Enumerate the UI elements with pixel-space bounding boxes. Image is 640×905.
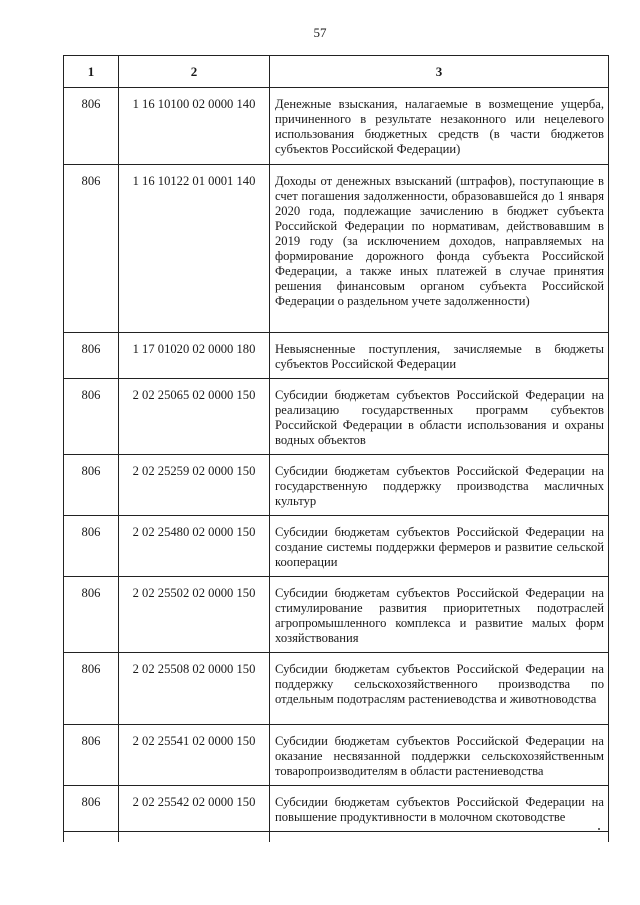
admin-code-cell: 806 (64, 455, 119, 516)
continuation-cell (64, 832, 119, 843)
revenue-code-cell: 2 02 25065 02 0000 150 (119, 379, 270, 455)
scan-speck (598, 828, 600, 830)
admin-code-cell: 806 (64, 379, 119, 455)
revenue-name-cell: Невыясненные поступления, зачисляемые в бюджеты субъектов Российской Федерации (270, 333, 609, 379)
table-row (64, 165, 609, 333)
revenue-name-cell: Субсидии бюджетам субъектов Российской Федерации на повышение продуктивности в молочном скотоводстве (270, 786, 609, 832)
revenue-code-cell: 1 16 10100 02 0000 140 (119, 88, 270, 165)
revenue-name-cell: Субсидии бюджетам субъектов Российской Федерации на оказание несвязанной поддержки сельскохозяйственным товаропроизводителям в области растениеводства (270, 725, 609, 786)
table-row (64, 516, 609, 577)
table-continuation (64, 832, 609, 843)
table-row (64, 786, 609, 832)
column-header-3: 3 (270, 56, 609, 88)
revenue-code-cell: 1 17 01020 02 0000 180 (119, 333, 270, 379)
revenue-name-cell: Доходы от денежных взысканий (штрафов), поступающие в счет погашения задолженности, образовавшейся до 1 января 2020 года, подлежащие зачислению в бюджет субъекта Российской Федерации по нормативам, действовавшим в 2019 году (за исключением доходов, направляемых на формирование дорожного фонда субъекта Российской Федерации, а также иных платежей в случае принятия решения финансовым органом субъекта Российской Федерации о раздельном учете задолженности) (270, 165, 609, 333)
revenue-name-cell: Субсидии бюджетам субъектов Российской Федерации на государственную поддержку производства масличных культур (270, 455, 609, 516)
continuation-cell (119, 832, 270, 843)
table-row (64, 577, 609, 653)
admin-code-cell: 806 (64, 88, 119, 165)
column-header-2: 2 (119, 56, 270, 88)
revenue-name-cell: Субсидии бюджетам субъектов Российской Федерации на поддержку сельскохозяйственного производства по отдельным подотраслям растениеводства и животноводства (270, 653, 609, 725)
revenue-code-cell: 2 02 25541 02 0000 150 (119, 725, 270, 786)
table-row (64, 379, 609, 455)
admin-code-cell: 806 (64, 516, 119, 577)
revenue-name-cell: Денежные взыскания, налагаемые в возмещение ущерба, причиненного в результате незаконного или нецелевого использования бюджетных средств (в части бюджетов субъектов Российской Федерации) (270, 88, 609, 165)
admin-code-cell: 806 (64, 165, 119, 333)
admin-code-cell: 806 (64, 577, 119, 653)
revenue-name-cell: Субсидии бюджетам субъектов Российской Федерации на создание системы поддержки фермеров и развитие сельской кооперации (270, 516, 609, 577)
admin-code-cell: 806 (64, 333, 119, 379)
table-row (64, 88, 609, 165)
table-header-row (64, 56, 609, 88)
revenue-codes-table (63, 55, 609, 842)
revenue-name-cell: Субсидии бюджетам субъектов Российской Федерации на реализацию государственных программ субъектов Российской Федерации в области использования и охраны водных объектов (270, 379, 609, 455)
revenue-name-cell: Субсидии бюджетам субъектов Российской Федерации на стимулирование развития приоритетных подотраслей агропромышленного комплекса и развитие малых форм хозяйствования (270, 577, 609, 653)
admin-code-cell: 806 (64, 786, 119, 832)
table-row (64, 725, 609, 786)
column-header-1: 1 (64, 56, 119, 88)
table-row (64, 455, 609, 516)
revenue-code-cell: 2 02 25502 02 0000 150 (119, 577, 270, 653)
revenue-code-cell: 2 02 25542 02 0000 150 (119, 786, 270, 832)
table-row (64, 653, 609, 725)
page-number: 57 (313, 25, 327, 40)
revenue-code-cell: 2 02 25508 02 0000 150 (119, 653, 270, 725)
continuation-cell (270, 832, 609, 843)
revenue-code-cell: 2 02 25480 02 0000 150 (119, 516, 270, 577)
table-row (64, 333, 609, 379)
admin-code-cell: 806 (64, 653, 119, 725)
revenue-code-cell: 2 02 25259 02 0000 150 (119, 455, 270, 516)
revenue-code-cell: 1 16 10122 01 0001 140 (119, 165, 270, 333)
admin-code-cell: 806 (64, 725, 119, 786)
